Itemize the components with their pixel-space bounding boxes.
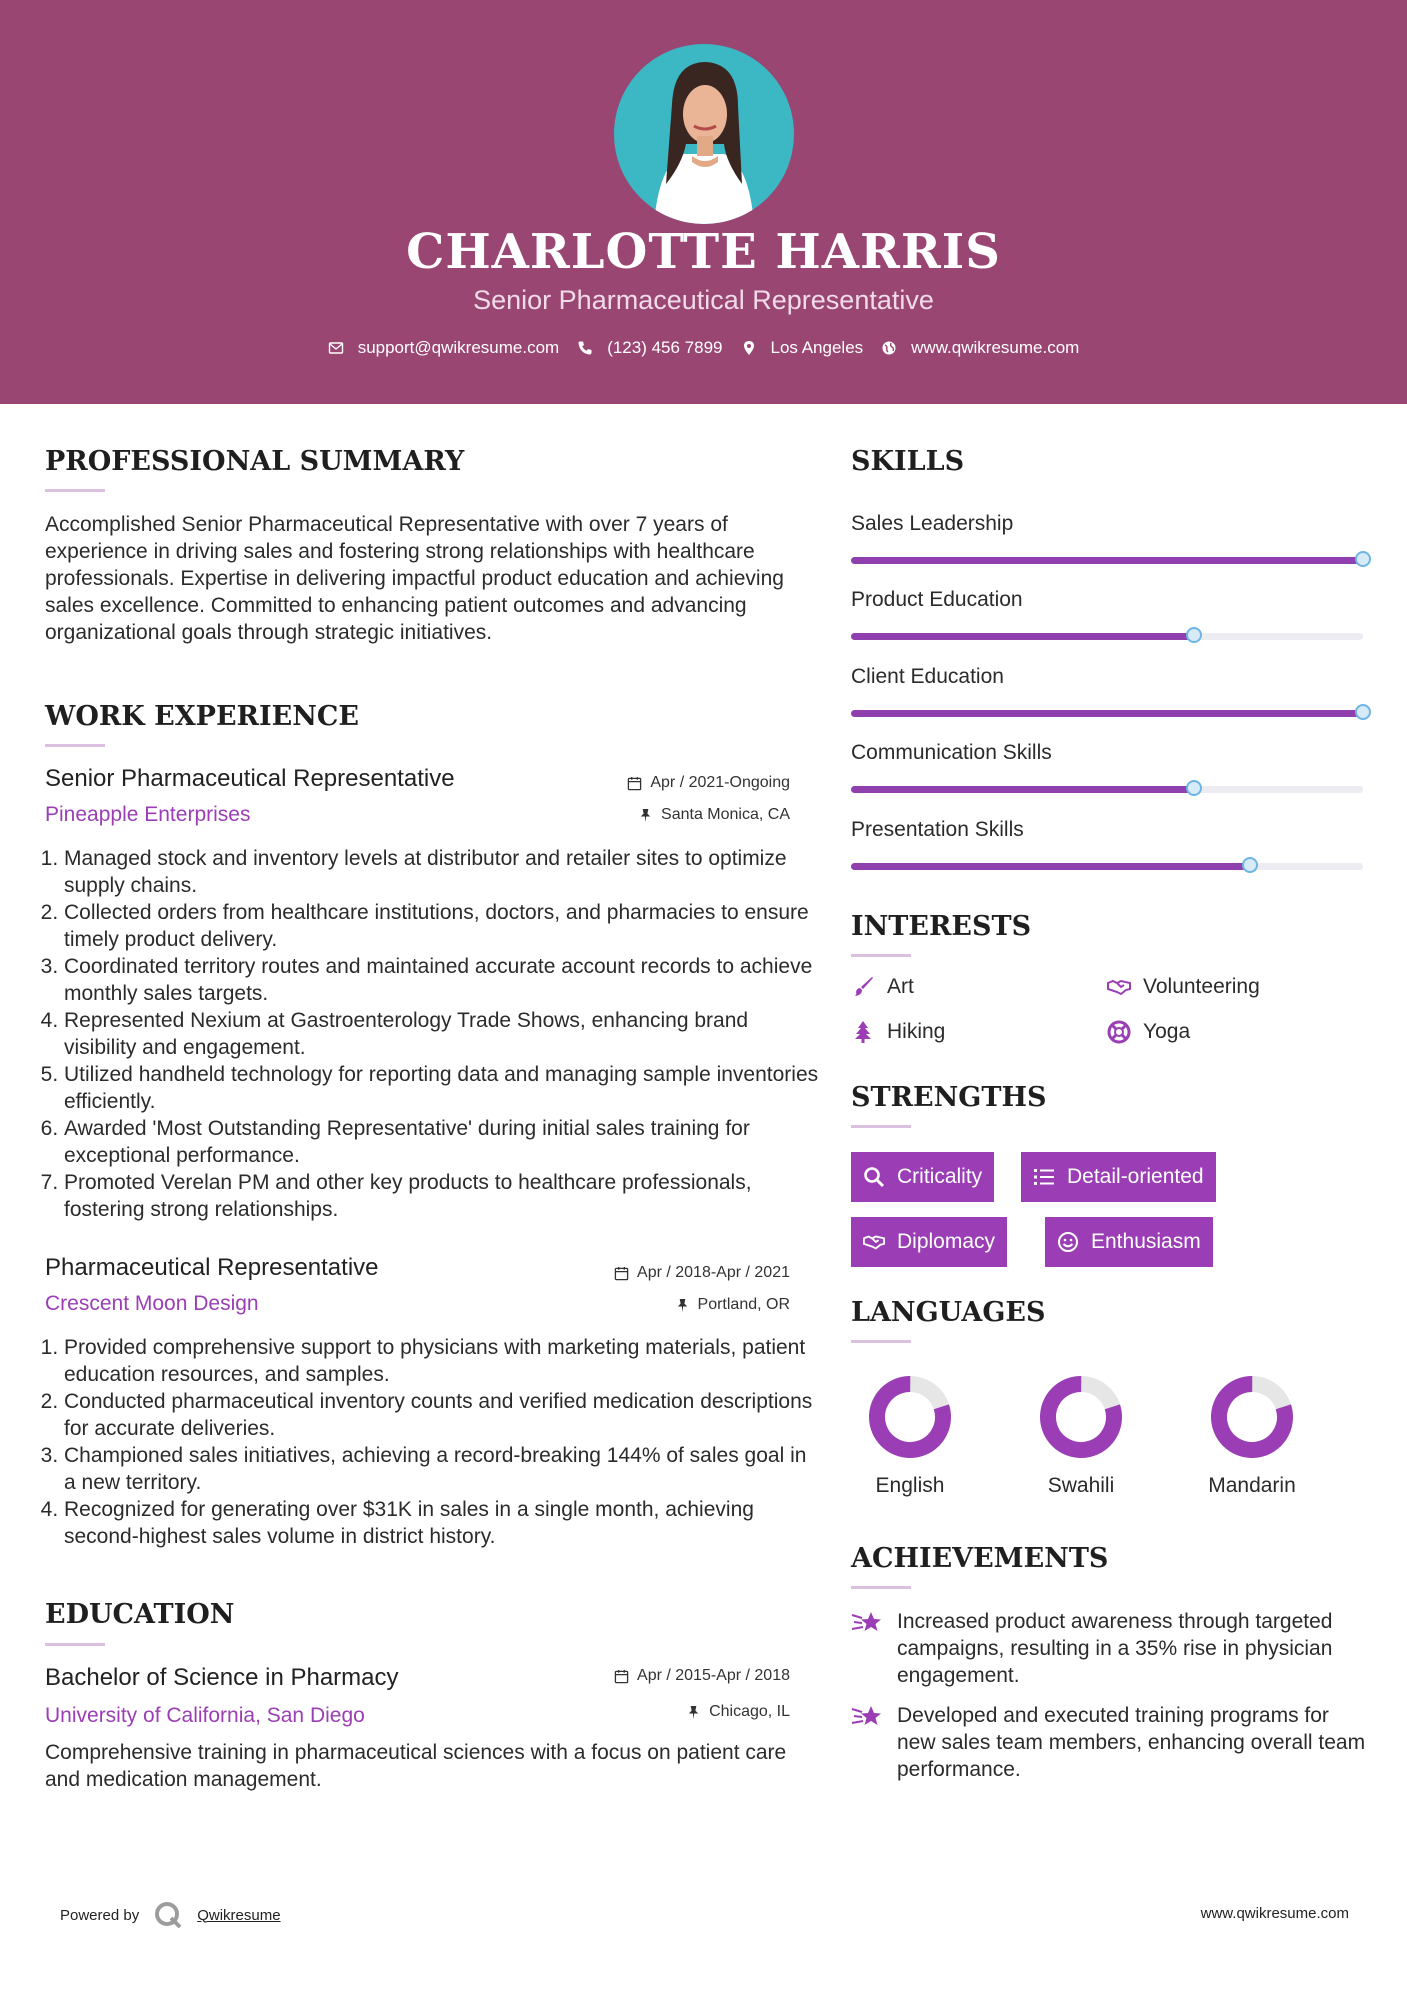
list-item: 2. Conducted pharmaceutical inventory counts and verified medication descriptions for accurate deliveries. <box>64 1388 821 1442</box>
job-location <box>560 806 790 824</box>
interest-label: Yoga <box>1143 1020 1191 1043</box>
strength-label: Diplomacy <box>897 1230 996 1253</box>
handshake-icon <box>1107 975 1131 999</box>
list-item: 5. Utilized handheld technology for reporting data and managing sample inventories efficiently. <box>64 1061 821 1115</box>
experience-heading: WORK EXPERIENCE <box>45 701 359 732</box>
language-ring <box>1036 1372 1126 1462</box>
strength-label: Criticality <box>897 1165 983 1188</box>
summary-underline <box>45 489 105 492</box>
achievements-heading: ACHIEVEMENTS <box>851 1543 1109 1574</box>
contact-phone[interactable] <box>577 338 722 358</box>
pushpin-icon <box>675 1298 690 1313</box>
skill-bar-handle <box>1355 704 1371 720</box>
contact-website-text: www.qwikresume.com <box>911 338 1080 357</box>
language-item <box>850 1372 970 1498</box>
candidate-title: Senior Pharmaceutical Representative <box>473 285 934 315</box>
job-location-text: Portland, OR <box>697 1296 790 1313</box>
skill-bar-handle <box>1186 627 1202 643</box>
skill-bar <box>851 710 1363 717</box>
list-icon <box>1033 1166 1055 1188</box>
list-item: 3. Championed sales initiatives, achieving a record-breaking 144% of sales goal in a new territory. <box>64 1442 821 1496</box>
list-item: 1. Managed stock and inventory levels at distributor and retailer sites to optimize supply chains. <box>64 845 821 899</box>
education-underline <box>45 1643 105 1646</box>
interests-underline <box>851 954 911 957</box>
achievement-item <box>851 1702 1371 1783</box>
skill-bar-fill <box>851 710 1363 717</box>
profile-photo <box>614 44 794 224</box>
achievement-text: Developed and executed training programs for new sales team members, enhancing overall team performance. <box>897 1704 1366 1781</box>
contact-email-text: support@qwikresume.com <box>357 338 560 357</box>
education-text: Comprehensive training in pharmaceutical sciences with a focus on patient care and medication management. <box>45 1741 787 1791</box>
skill-bar-handle <box>1242 857 1258 873</box>
interest-item <box>851 1020 945 1044</box>
contact-location <box>741 338 864 358</box>
contact-website[interactable] <box>881 338 1079 358</box>
language-item <box>1192 1372 1312 1498</box>
list-item: 3. Coordinated territory routes and maintained accurate account records to achieve monthly sales targets. <box>64 953 821 1007</box>
skill-bar <box>851 786 1363 793</box>
list-item: 4. Represented Nexium at Gastroenterology Trade Shows, enhancing brand visibility and engagement. <box>64 1007 821 1061</box>
list-item: 1. Provided comprehensive support to physicians with marketing materials, patient education resources, and samples. <box>64 1334 821 1388</box>
globe-icon <box>881 340 897 356</box>
skill-bar-handle <box>1355 551 1371 567</box>
education-location-text: Chicago, IL <box>709 1703 790 1720</box>
strengths-heading: STRENGTHS <box>851 1082 1047 1113</box>
language-label: Swahili <box>1047 1474 1115 1497</box>
qwikresume-logo-icon <box>153 1900 183 1930</box>
skill-bar <box>851 863 1363 870</box>
calendar-icon <box>614 1266 629 1281</box>
summary-text: Accomplished Senior Pharmaceutical Representative with over 7 years of experience in driving sales and fostering strong relationships with healthcare professionals. Expertise in delivering impactful product education and achieving sales excellence. Committed to enhancing patient outcomes and advancing organizational goals through strategic initiatives. <box>45 513 784 644</box>
job-location-text: Santa Monica, CA <box>661 806 790 823</box>
powered-by-text: Powered by <box>60 1906 140 1924</box>
skill-label: Communication Skills <box>851 741 1052 764</box>
company-name: Crescent Moon Design <box>45 1292 259 1315</box>
strength-label: Enthusiasm <box>1091 1230 1201 1253</box>
contact-location-text: Los Angeles <box>770 338 864 357</box>
language-ring <box>1207 1372 1297 1462</box>
job-title: Pharmaceutical Representative <box>45 1254 379 1281</box>
footer-website[interactable]: www.qwikresume.com <box>1200 1905 1349 1922</box>
list-item: 2. Collected orders from healthcare institutions, doctors, and pharmacies to ensure timely product delivery. <box>64 899 821 953</box>
paintbrush-icon <box>851 975 875 999</box>
languages-underline <box>851 1340 911 1343</box>
strength-tag <box>851 1152 994 1202</box>
strength-tag <box>1045 1217 1213 1267</box>
education-heading: EDUCATION <box>45 1599 235 1630</box>
job-dates <box>560 774 790 792</box>
skill-bar-handle <box>1186 780 1202 796</box>
calendar-icon <box>627 776 642 791</box>
education-dates-text: Apr / 2015-Apr / 2018 <box>637 1667 790 1684</box>
list-item: 7. Promoted Verelan PM and other key products to healthcare professionals, fostering strong relationships. <box>64 1169 821 1223</box>
contact-phone-text: (123) 456 7899 <box>607 338 723 357</box>
interest-label: Art <box>887 975 914 998</box>
interest-item <box>1107 975 1260 999</box>
list-item: 6. Awarded 'Most Outstanding Representative' during initial sales training for exceptional performance. <box>64 1115 821 1169</box>
job-duties-list <box>45 1334 821 1550</box>
job-duties-list <box>45 845 821 1223</box>
strength-tag <box>851 1217 1007 1267</box>
footer-powered-by <box>60 1900 281 1930</box>
calendar-icon <box>614 1669 629 1684</box>
brand-link[interactable]: Qwikresume <box>197 1906 281 1924</box>
skill-label: Sales Leadership <box>851 512 1014 535</box>
achievement-text: Increased product awareness through targeted campaigns, resulting in a 35% rise in physician engagement. <box>897 1610 1333 1687</box>
achievement-item <box>851 1608 1371 1689</box>
language-ring <box>865 1372 955 1462</box>
skill-label: Presentation Skills <box>851 818 1024 841</box>
language-label: Mandarin <box>1208 1474 1296 1497</box>
language-label: English <box>875 1474 945 1497</box>
experience-underline <box>45 744 105 747</box>
interest-item <box>851 975 914 999</box>
interest-label: Volunteering <box>1143 975 1260 998</box>
shooting-star-icon <box>851 1700 883 1732</box>
job-dates <box>560 1264 790 1282</box>
achievements-underline <box>851 1586 911 1589</box>
skill-label: Product Education <box>851 588 1023 611</box>
job-dates-text: Apr / 2018-Apr / 2021 <box>637 1264 790 1281</box>
skill-bar <box>851 557 1363 564</box>
degree-title: Bachelor of Science in Pharmacy <box>45 1664 399 1691</box>
skill-bar-fill <box>851 633 1194 640</box>
tree-icon <box>851 1020 875 1044</box>
skill-label: Client Education <box>851 665 1004 688</box>
skill-bar-fill <box>851 863 1250 870</box>
skill-bar-fill <box>851 786 1194 793</box>
job-location <box>560 1296 790 1314</box>
pushpin-icon <box>686 1705 701 1720</box>
education-dates <box>560 1667 790 1685</box>
strength-label: Detail-oriented <box>1067 1165 1204 1188</box>
skill-bar <box>851 633 1363 640</box>
shooting-star-icon <box>851 1606 883 1638</box>
header-banner <box>0 0 1407 404</box>
envelope-icon <box>328 340 344 356</box>
languages-heading: LANGUAGES <box>851 1297 1046 1328</box>
contact-email[interactable] <box>328 338 560 358</box>
company-name: Pineapple Enterprises <box>45 803 251 826</box>
lifebuoy-icon <box>1107 1020 1131 1044</box>
search-icon <box>863 1166 885 1188</box>
candidate-name: CHARLOTTE HARRIS <box>406 224 1001 280</box>
skills-heading: SKILLS <box>851 446 965 477</box>
map-pin-icon <box>741 340 757 356</box>
skill-bar-fill <box>851 557 1363 564</box>
job-dates-text: Apr / 2021-Ongoing <box>650 774 790 791</box>
contact-bar <box>0 338 1407 358</box>
pushpin-icon <box>638 808 653 823</box>
strengths-underline <box>851 1125 911 1128</box>
summary-heading: PROFESSIONAL SUMMARY <box>45 446 465 477</box>
job-title: Senior Pharmaceutical Representative <box>45 765 455 792</box>
phone-icon <box>577 340 593 356</box>
interest-item <box>1107 1020 1190 1044</box>
strength-tag <box>1021 1152 1216 1202</box>
language-item <box>1021 1372 1141 1498</box>
list-item: 4. Recognized for generating over $31K in sales in a single month, achieving second-highest sales volume in district history. <box>64 1496 821 1550</box>
handshake-icon <box>863 1231 885 1253</box>
interests-heading: INTERESTS <box>851 911 1032 942</box>
smile-icon <box>1057 1231 1079 1253</box>
interest-label: Hiking <box>887 1020 946 1043</box>
school-name: University of California, San Diego <box>45 1704 365 1727</box>
education-location <box>560 1703 790 1721</box>
